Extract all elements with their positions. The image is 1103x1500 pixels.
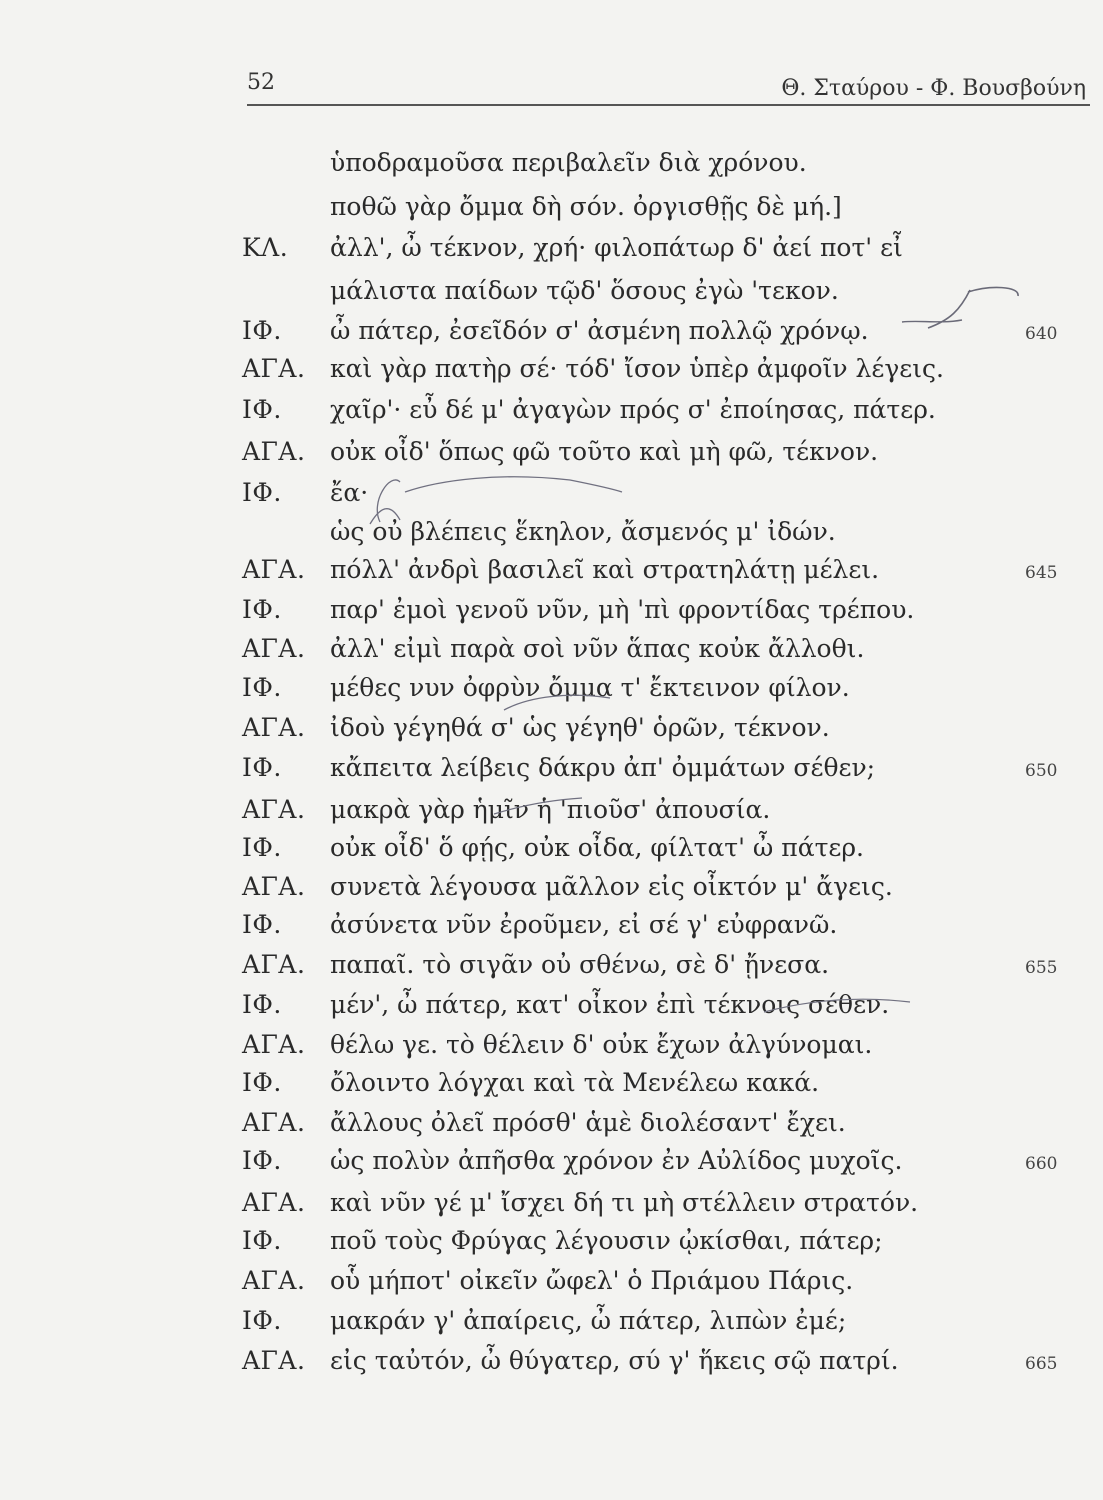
verse-text: χαῖρ'· εὖ δέ μ' ἀγαγὼν πρός σ' ἐποίησας, πάτερ. <box>330 395 936 424</box>
verse-line <box>0 795 1103 833</box>
verse-line <box>0 437 1103 475</box>
speaker-label: ΙΦ. <box>242 910 282 939</box>
verse-line <box>0 713 1103 751</box>
verse-line <box>0 148 1103 186</box>
verse-line <box>0 1226 1103 1264</box>
speaker-label: ΑΓΑ. <box>242 713 306 742</box>
speaker-label: ΑΓΑ. <box>242 1188 306 1217</box>
verse-text: οὐκ οἶδ' ὅπως φῶ τοῦτο καὶ μὴ φῶ, τέκνον. <box>330 437 879 466</box>
line-number: 640 <box>1025 324 1058 344</box>
speaker-label: ΑΓΑ. <box>242 1030 306 1059</box>
verse-text: ἀσύνετα νῦν ἐροῦμεν, εἰ σέ γ' εὐφρανῶ. <box>330 910 838 939</box>
verse-text: ὑποδραμοῦσα περιβαλεῖν διὰ χρόνου. <box>330 148 807 177</box>
verse-text: ποῦ τοὺς Φρύγας λέγουσιν ᾠκίσθαι, πάτερ; <box>330 1226 883 1255</box>
verse-line <box>0 1146 1103 1184</box>
line-number: 665 <box>1025 1354 1058 1374</box>
line-number: 650 <box>1025 761 1058 781</box>
verse-text: οὗ μήποτ' οἰκεῖν ὤφελ' ὁ Πριάμου Πάρις. <box>330 1266 854 1295</box>
speaker-label: ΙΦ. <box>242 1226 282 1255</box>
verse-line <box>0 478 1103 516</box>
speaker-label: ΙΦ. <box>242 395 282 424</box>
verse-text: κἄπειτα λείβεις δάκρυ ἀπ' ὀμμάτων σέθεν; <box>330 753 876 782</box>
speaker-label: ΑΓΑ. <box>242 795 306 824</box>
speaker-label: ΑΓΑ. <box>242 1346 306 1375</box>
verse-text: παρ' ἐμοὶ γενοῦ νῦν, μὴ 'πὶ φροντίδας τρέπου. <box>330 595 915 624</box>
speaker-label: ΑΓΑ. <box>242 1266 306 1295</box>
verse-line <box>0 233 1103 271</box>
speaker-label: ΑΓΑ. <box>242 872 306 901</box>
page-number: 52 <box>247 70 275 95</box>
verse-line <box>0 192 1103 230</box>
running-head: Θ. Σταύρου - Φ. Βουσβούνη <box>781 76 1086 101</box>
speaker-label: ΙΦ. <box>242 1146 282 1175</box>
verse-line <box>0 950 1103 988</box>
verse-text: μακράν γ' ἀπαίρεις, ὦ πάτερ, λιπὼν ἐμέ; <box>330 1306 847 1335</box>
verse-line <box>0 1030 1103 1068</box>
verse-line <box>0 872 1103 910</box>
speaker-label: ΑΓΑ. <box>242 354 306 383</box>
speaker-label: ΙΦ. <box>242 595 282 624</box>
verse-text: ἀλλ' εἰμὶ παρὰ σοὶ νῦν ἅπας κοὐκ ἄλλοθι. <box>330 634 865 663</box>
verse-line <box>0 517 1103 555</box>
verse-text: ἔα· <box>330 478 369 507</box>
verse-text: ὦ πάτερ, ἐσεῖδόν σ' ἀσμένη πολλῷ χρόνῳ. <box>330 316 869 345</box>
verse-text: καὶ νῦν γέ μ' ἴσχει δή τι μὴ στέλλειν στρατόν. <box>330 1188 919 1217</box>
verse-line <box>0 1306 1103 1344</box>
speaker-label: ΙΦ. <box>242 673 282 702</box>
verse-text: ὡς πολὺν ἀπῆσθα χρόνον ἐν Αὐλίδος μυχοῖς. <box>330 1146 903 1175</box>
line-number: 645 <box>1025 563 1058 583</box>
speaker-label: ΑΓΑ. <box>242 1108 306 1137</box>
verse-line <box>0 833 1103 871</box>
speaker-label: ΑΓΑ. <box>242 634 306 663</box>
verse-text: ποθῶ γὰρ ὄμμα δὴ σόν. ὀργισθῇς δὲ μή.] <box>330 192 842 221</box>
speaker-label: ΑΓΑ. <box>242 555 306 584</box>
verse-text: μάλιστα παίδων τῷδ' ὅσους ἐγὼ 'τεκον. <box>330 276 839 305</box>
verse-text: καὶ γὰρ πατὴρ σέ· τόδ' ἴσον ὑπὲρ ἀμφοῖν λέγεις. <box>330 354 944 383</box>
speaker-label: ΑΓΑ. <box>242 437 306 466</box>
verse-text: ὄλοιντο λόγχαι καὶ τὰ Μενέλεω κακά. <box>330 1068 820 1097</box>
verse-text: ὡς οὐ βλέπεις ἕκηλον, ἄσμενός μ' ἰδών. <box>330 517 836 546</box>
verse-line <box>0 595 1103 633</box>
verse-text: θέλω γε. τὸ θέλειν δ' οὐκ ἔχων ἀλγύνομαι. <box>330 1030 873 1059</box>
verse-line <box>0 753 1103 791</box>
verse-line <box>0 316 1103 354</box>
verse-line <box>0 910 1103 948</box>
line-number: 655 <box>1025 958 1058 978</box>
verse-line <box>0 555 1103 593</box>
verse-text: συνετὰ λέγουσα μᾶλλον εἰς οἶκτόν μ' ἄγεις. <box>330 872 893 901</box>
verse-text: μακρὰ γὰρ ἡμῖν ἡ 'πιοῦσ' ἀπουσία. <box>330 795 771 824</box>
speaker-label: ΙΦ. <box>242 1306 282 1335</box>
verse-line <box>0 1188 1103 1226</box>
verse-line <box>0 634 1103 672</box>
header-rule <box>247 104 1090 106</box>
speaker-label: ΑΓΑ. <box>242 950 306 979</box>
speaker-label: ΙΦ. <box>242 478 282 507</box>
verse-text: ἄλλους ὀλεῖ πρόσθ' ἁμὲ διολέσαντ' ἔχει. <box>330 1108 846 1137</box>
verse-text: μέν', ὦ πάτερ, κατ' οἶκον ἐπὶ τέκνοις σέθεν. <box>330 990 890 1019</box>
speaker-label: ΙΦ. <box>242 1068 282 1097</box>
verse-line <box>0 1068 1103 1106</box>
verse-text: πόλλ' ἀνδρὶ βασιλεῖ καὶ στρατηλάτῃ μέλει. <box>330 555 880 584</box>
line-number: 660 <box>1025 1154 1058 1174</box>
verse-text: εἰς ταὐτόν, ὦ θύγατερ, σύ γ' ἥκεις σῷ πατρί. <box>330 1346 899 1375</box>
verse-line <box>0 990 1103 1028</box>
verse-text: οὐκ οἶδ' ὅ φῄς, οὐκ οἶδα, φίλτατ' ὦ πάτερ. <box>330 833 865 862</box>
verse-line <box>0 354 1103 392</box>
verse-line <box>0 395 1103 433</box>
verse-text: παπαῖ. τὸ σιγᾶν οὐ σθένω, σὲ δ' ᾔνεσα. <box>330 950 830 979</box>
verse-line <box>0 1346 1103 1384</box>
speaker-label: ΙΦ. <box>242 990 282 1019</box>
verse-text: ἀλλ', ὦ τέκνον, χρή· φιλοπάτωρ δ' ἀεί ποτ' εἶ <box>330 233 903 262</box>
speaker-label: ΙΦ. <box>242 753 282 782</box>
speaker-label: ΙΦ. <box>242 833 282 862</box>
verse-line <box>0 276 1103 314</box>
verse-line <box>0 1266 1103 1304</box>
speaker-label: ΙΦ. <box>242 316 282 345</box>
verse-text: μέθες νυν ὀφρὺν ὄμμα τ' ἔκτεινον φίλον. <box>330 673 850 702</box>
verse-line <box>0 1108 1103 1146</box>
verse-line <box>0 673 1103 711</box>
speaker-label: ΚΛ. <box>242 233 289 262</box>
verse-text: ἰδοὺ γέγηθά σ' ὡς γέγηθ' ὁρῶν, τέκνον. <box>330 713 830 742</box>
